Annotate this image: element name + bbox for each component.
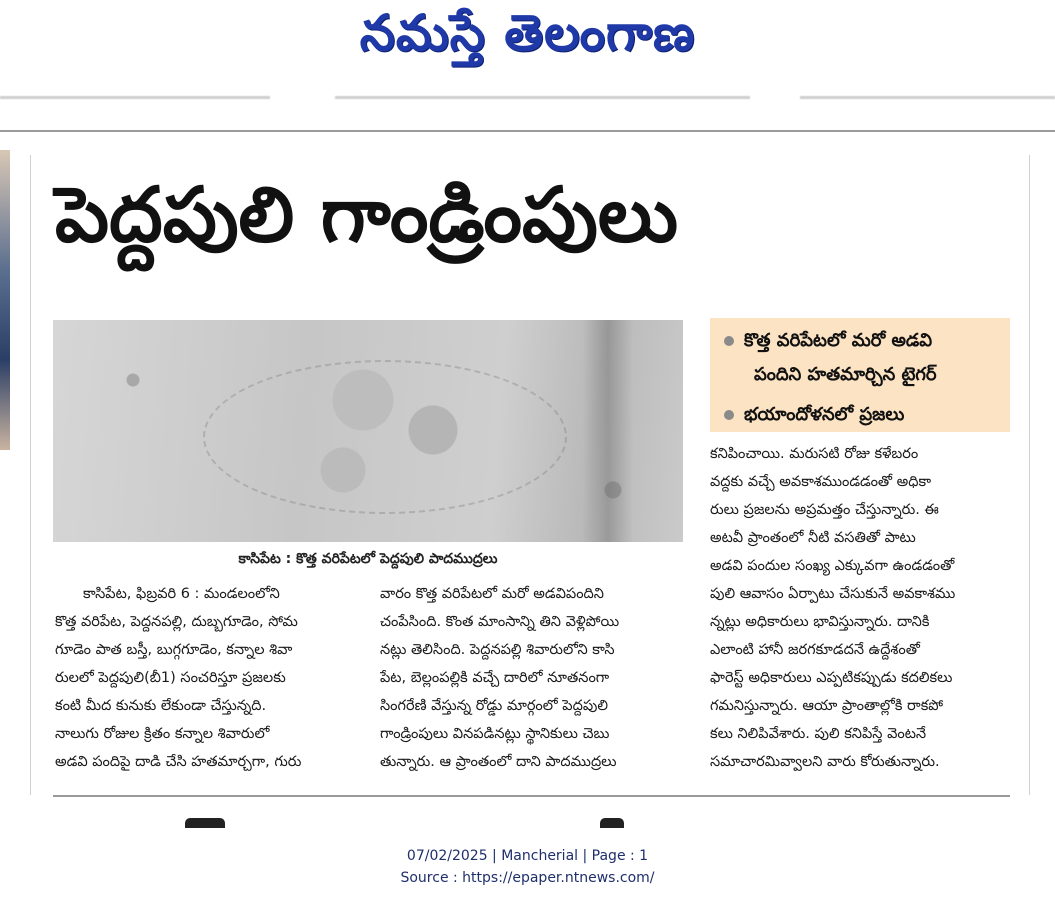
text-line: వారం కొత్త వరిపేటలో మరో అడవిపందిని: [380, 586, 604, 602]
text-line: అడవి పందుల సంఖ్య ఎక్కువగా ఉండడంతో: [710, 558, 955, 574]
photo-caption: కాసిపేట : కొత్త వరిపేటలో పెద్దపులి పాదముద్రలు: [238, 551, 498, 567]
page-footer: [0, 845, 1055, 889]
highlight-box: [710, 318, 1010, 432]
text-line: అడవి పందిపై దాడి చేసి హతమార్చగా, గురు: [55, 754, 302, 770]
text-line: పేట, బెల్లంపల్లికి వచ్చే దారిలో నూతనంగా: [380, 670, 610, 686]
text-line: అటవీ ప్రాంతంలో నీటి వసతితో పాటు: [710, 530, 916, 546]
highlight-item: భయాందోళనలో ప్రజలు: [724, 400, 904, 430]
text-line: కాసిపేట, ఫిబ్రవరి 6 : మండలంలోని: [83, 586, 280, 602]
headline: పెద్దపులి గాండ్రింపులు: [55, 170, 679, 259]
article-photo: [53, 320, 683, 542]
next-article-cutoff: [185, 818, 225, 828]
next-article-cutoff: [600, 818, 624, 828]
text-line: సమాచారమివ్వాలని వారు కోరుతున్నారు.: [710, 754, 940, 770]
text-line: ఎలాంటి హానీ జరగకూడదనే ఉద్దేశంతో: [710, 642, 920, 658]
text-line: సింగరేణి వేస్తున్న రోడ్డు మార్గంలో పెద్దపులి: [380, 698, 608, 714]
text-line: న్నట్లు అధికారులు భావిస్తున్నారు. దానికి: [710, 614, 930, 630]
footer-date-edition: 07/02/2025 | Mancherial | Page : 1: [406, 848, 649, 864]
text-line: తున్నారు. ఆ ప్రాంతంలో దాని పాదముద్రలు: [380, 754, 617, 770]
teaser-strip: [0, 88, 1055, 108]
text-line: కంటి మీద కునుకు లేకుండా చేస్తున్నది.: [55, 698, 267, 714]
text-line: కనిపించాయి. మరుసటి రోజు కళేబరం: [710, 446, 919, 462]
highlight-item: కొత్త వరిపేటలో మరో అడవి: [724, 326, 932, 356]
text-line: రులలో పెద్దపులి(బీ1) సంచరిస్తూ ప్రజలకు: [55, 670, 286, 686]
article-column-1: [55, 580, 375, 776]
article-column-3: [710, 440, 1015, 776]
bullet-icon: [724, 336, 734, 346]
bottom-divider: [53, 795, 1010, 797]
text-line: పులి ఆవాసం ఏర్పాటు చేసుకునే అవకాశము: [710, 586, 956, 602]
photo-ridge: [583, 320, 633, 542]
text-line: గాండ్రింపులు వినపడినట్లు స్థానికులు చెబు: [380, 726, 610, 742]
bullet-icon: [724, 410, 734, 420]
footer-source[interactable]: Source : https://epaper.ntnews.com/: [400, 870, 655, 886]
text-line: చంపేసింది. కొంత మాంసాన్ని తిని వెళ్లిపోయి: [380, 614, 620, 630]
article-column-2: [380, 580, 690, 776]
text-line: నాలుగు రోజుల క్రితం కన్నాల శివారులో: [55, 726, 270, 742]
text-line: రులు ప్రజలను అప్రమత్తం చేస్తున్నారు. ఈ: [710, 502, 939, 518]
text-line: నట్లు తెలిసింది. పెద్దనపల్లి శివారులోని కాసి: [380, 642, 615, 658]
text-line: గూడెం పాత బస్తీ, బుగ్గగూడెం, కన్నాల శివా: [55, 642, 293, 658]
highlight-item: పందిని హతమార్చిన టైగర్: [754, 364, 937, 385]
text-line: గమనిస్తున్నారు. ఆయా ప్రాంతాల్లోకి రాకపో: [710, 698, 944, 714]
text-line: కలు నిలిపివేశారు. పులి కనిపిస్తే వెంటనే: [710, 726, 927, 742]
text-line: ఫారెస్ట్ అధికారులు ఎప్పటికప్పుడు కదలికలు: [710, 670, 953, 686]
pugmark-area: [203, 360, 567, 514]
masthead: [0, 0, 1055, 80]
text-line: కొత్త వరిపేట, పెద్దనపల్లి, దుబ్బగూడెం, సోమ: [55, 614, 298, 630]
masthead-logo: నమస్తే తెలంగాణ: [359, 4, 696, 62]
adjacent-article-photo: [0, 150, 10, 450]
top-divider: [0, 130, 1055, 132]
text-line: వద్దకు వచ్చే అవకాశముండడంతో అధికా: [710, 474, 932, 490]
